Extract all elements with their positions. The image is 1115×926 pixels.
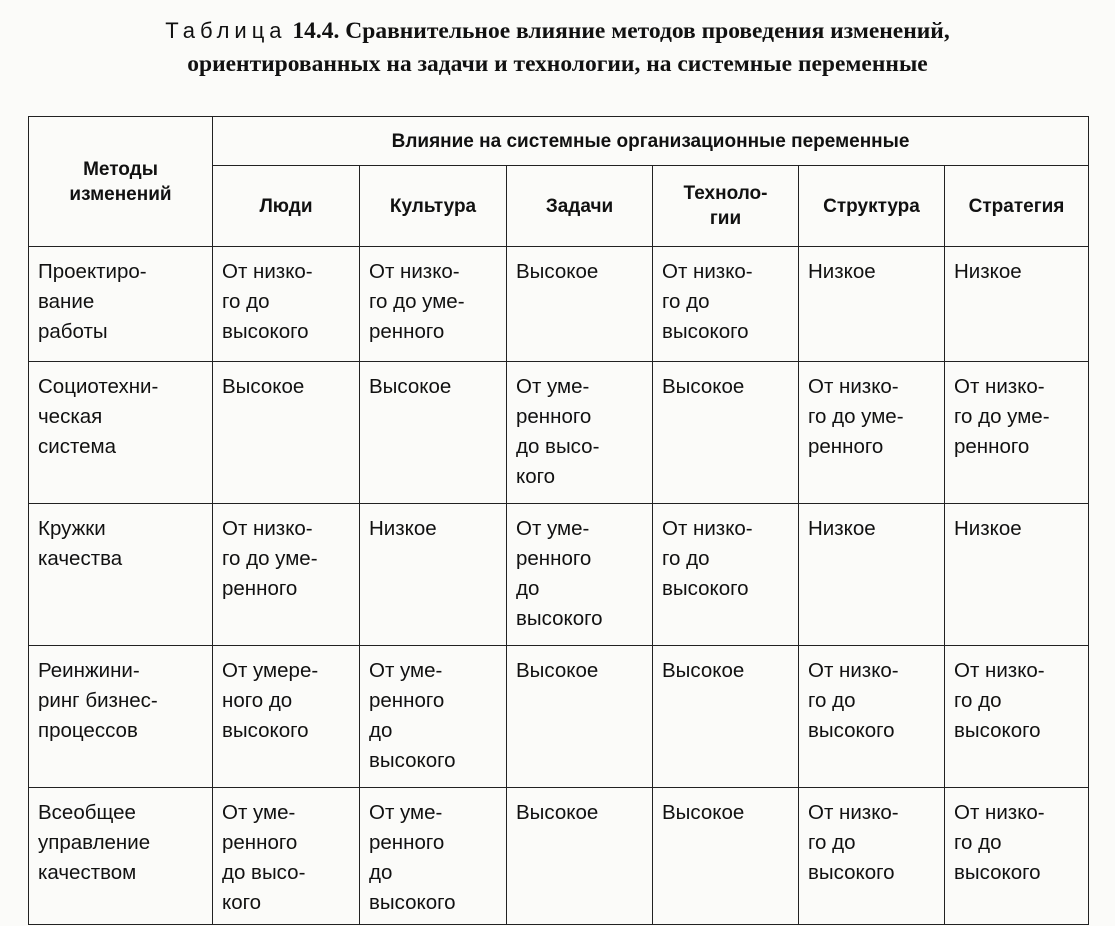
table-row [29, 504, 1089, 646]
value-text: Низкое [808, 517, 876, 540]
value-cell [213, 504, 360, 646]
method-cell [29, 247, 213, 362]
caption-label: Таблица [165, 18, 287, 43]
method-name: Социотехни- ческая система [38, 375, 159, 458]
column-header-text: Задачи [545, 195, 614, 217]
value-cell [799, 247, 945, 362]
group-header: Влияние на системные организационные переменные [213, 117, 1089, 166]
value-cell [507, 247, 653, 362]
table-caption [0, 14, 1115, 81]
column-header-text: Люди [259, 195, 313, 217]
value-text: От низко- го до уме- ренного [954, 375, 1050, 458]
method-name: Всеобщее управление качеством [38, 801, 151, 884]
value-cell [945, 646, 1089, 788]
value-text: Высокое [222, 375, 305, 398]
table-row [29, 362, 1089, 504]
value-text: От уме- ренного до высокого [369, 659, 456, 772]
column-header [507, 166, 653, 247]
value-text: От низко- го до высокого [808, 659, 899, 742]
value-cell [653, 504, 799, 646]
value-cell [653, 646, 799, 788]
value-text: Высокое [516, 659, 599, 682]
value-text: От уме- ренного до высокого [516, 517, 603, 630]
value-text: От низко- го до высокого [954, 659, 1045, 742]
column-header [799, 166, 945, 247]
value-cell [213, 247, 360, 362]
value-cell [799, 646, 945, 788]
column-header [213, 166, 360, 247]
caption-line-1 [0, 14, 1115, 48]
column-header-text: Структура [823, 195, 920, 217]
method-cell [29, 362, 213, 504]
caption-line-2: ориентированных на задачи и технологии, на системные переменные [187, 51, 928, 77]
table-row [29, 646, 1089, 788]
value-text: От уме- ренного до высо- кого [222, 801, 306, 914]
methods-header [29, 117, 213, 247]
method-cell [29, 646, 213, 788]
caption-title-1: Сравнительное влияние методов проведения изменений, [345, 18, 950, 44]
comparison-table [28, 116, 1089, 925]
value-cell [507, 504, 653, 646]
value-cell [799, 504, 945, 646]
value-text: От низко- го до уме- ренного [369, 260, 465, 343]
column-header [653, 166, 799, 247]
value-text: Высокое [662, 801, 745, 824]
value-cell [653, 362, 799, 504]
value-cell [360, 247, 507, 362]
value-text: Низкое [954, 517, 1022, 540]
value-text: От низко- го до высокого [662, 260, 753, 343]
column-header-text: Культура [389, 195, 477, 217]
value-cell [360, 362, 507, 504]
value-text: От низко- го до уме- ренного [808, 375, 904, 458]
value-cell [507, 362, 653, 504]
value-cell [507, 788, 653, 925]
value-cell [945, 788, 1089, 925]
method-cell [29, 504, 213, 646]
value-text: От уме- ренного до высокого [369, 801, 456, 914]
value-cell [507, 646, 653, 788]
table-row [29, 247, 1089, 362]
value-cell [213, 646, 360, 788]
value-cell [799, 362, 945, 504]
methods-header-text: Методы изменений [69, 158, 172, 205]
value-text: От уме- ренного до высо- кого [516, 375, 600, 488]
method-name: Кружки качества [38, 517, 123, 570]
method-name: Реинжини- ринг бизнес- процессов [38, 659, 158, 742]
value-text: От низко- го до высокого [808, 801, 899, 884]
column-header [360, 166, 507, 247]
value-text: Низкое [954, 260, 1022, 283]
value-text: Высокое [516, 801, 599, 824]
value-cell [360, 504, 507, 646]
value-text: Низкое [808, 260, 876, 283]
value-text: Высокое [369, 375, 452, 398]
value-text: Высокое [516, 260, 599, 283]
value-cell [945, 504, 1089, 646]
value-text: От низко- го до высокого [222, 260, 313, 343]
value-cell [945, 362, 1089, 504]
method-name: Проектиро- вание работы [38, 260, 147, 343]
value-cell [653, 247, 799, 362]
column-header [945, 166, 1089, 247]
value-text: От низко- го до высокого [954, 801, 1045, 884]
value-cell [213, 362, 360, 504]
value-text: Высокое [662, 659, 745, 682]
value-cell [945, 247, 1089, 362]
column-header-text: Техноло- гии [683, 183, 768, 229]
value-text: Низкое [369, 517, 437, 540]
value-cell [360, 788, 507, 925]
column-header-text: Стратегия [968, 195, 1065, 217]
value-text: От низко- го до высокого [662, 517, 753, 600]
value-cell [799, 788, 945, 925]
method-cell [29, 788, 213, 925]
value-cell [653, 788, 799, 925]
value-text: От низко- го до уме- ренного [222, 517, 318, 600]
value-text: От умере- ного до высокого [222, 659, 319, 742]
caption-number: 14.4. [292, 18, 340, 44]
value-cell [213, 788, 360, 925]
value-text: Высокое [662, 375, 745, 398]
value-cell [360, 646, 507, 788]
table-row [29, 788, 1089, 925]
